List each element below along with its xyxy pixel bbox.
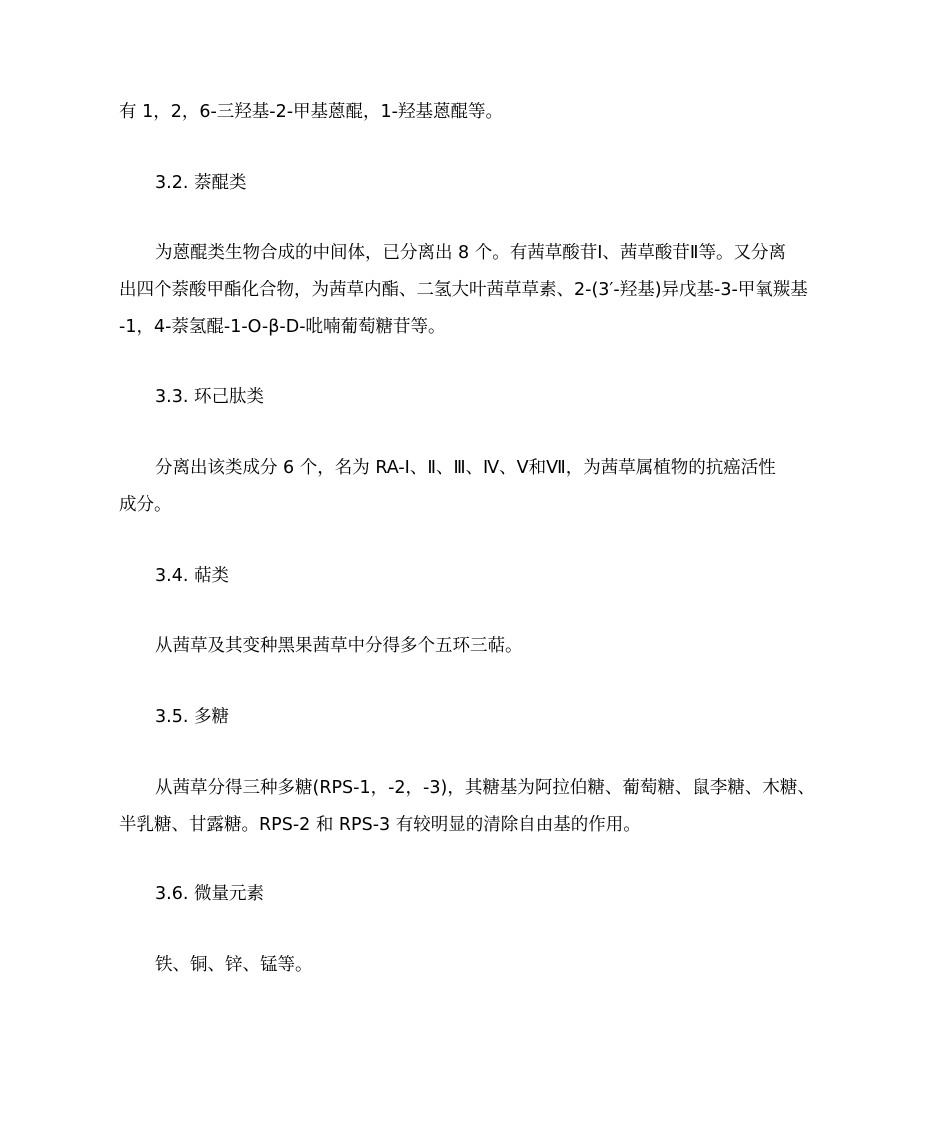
section-heading-3-2: 3.2. 萘醌类: [155, 173, 247, 193]
paragraph-line: -1，4-萘氢醌-1-O-β-D-吡喃葡萄糖苷等。: [119, 317, 446, 337]
paragraph-line: 成分。: [119, 495, 172, 515]
paragraph-line: 从茜草分得三种多糖(RPS-1，-2，-3)，其糖基为阿拉伯糖、葡萄糖、鼠李糖、木糖、: [155, 778, 815, 798]
paragraph-line: 铁、铜、锌、锰等。: [155, 955, 313, 975]
section-heading-3-5: 3.5. 多糖: [155, 707, 229, 727]
section-heading-3-4: 3.4. 萜类: [155, 566, 229, 586]
section-heading-3-3: 3.3. 环己肽类: [155, 387, 264, 407]
paragraph-line: 分离出该类成分 6 个，名为 RA-Ⅰ、Ⅱ、Ⅲ、Ⅳ、Ⅴ和Ⅶ，为茜草属植物的抗癌活性: [155, 458, 776, 478]
section-heading-3-6: 3.6. 微量元素: [155, 884, 264, 904]
intro-line: 有 1，2，6-三羟基-2-甲基蒽醌，1-羟基蒽醌等。: [119, 102, 503, 122]
paragraph-line: 出四个萘酸甲酯化合物，为茜草内酯、二氢大叶茜草草素、2-(3′-羟基)异戊基-3-甲氧羰基: [119, 280, 808, 300]
paragraph-line: 从茜草及其变种黑果茜草中分得多个五环三萜。: [155, 636, 523, 656]
paragraph-line: 半乳糖、甘露糖。RPS-2 和 RPS-3 有较明显的清除自由基的作用。: [119, 815, 641, 835]
paragraph-line: 为蒽醌类生物合成的中间体，已分离出 8 个。有茜草酸苷Ⅰ、茜草酸苷Ⅱ等。又分离: [155, 243, 787, 263]
